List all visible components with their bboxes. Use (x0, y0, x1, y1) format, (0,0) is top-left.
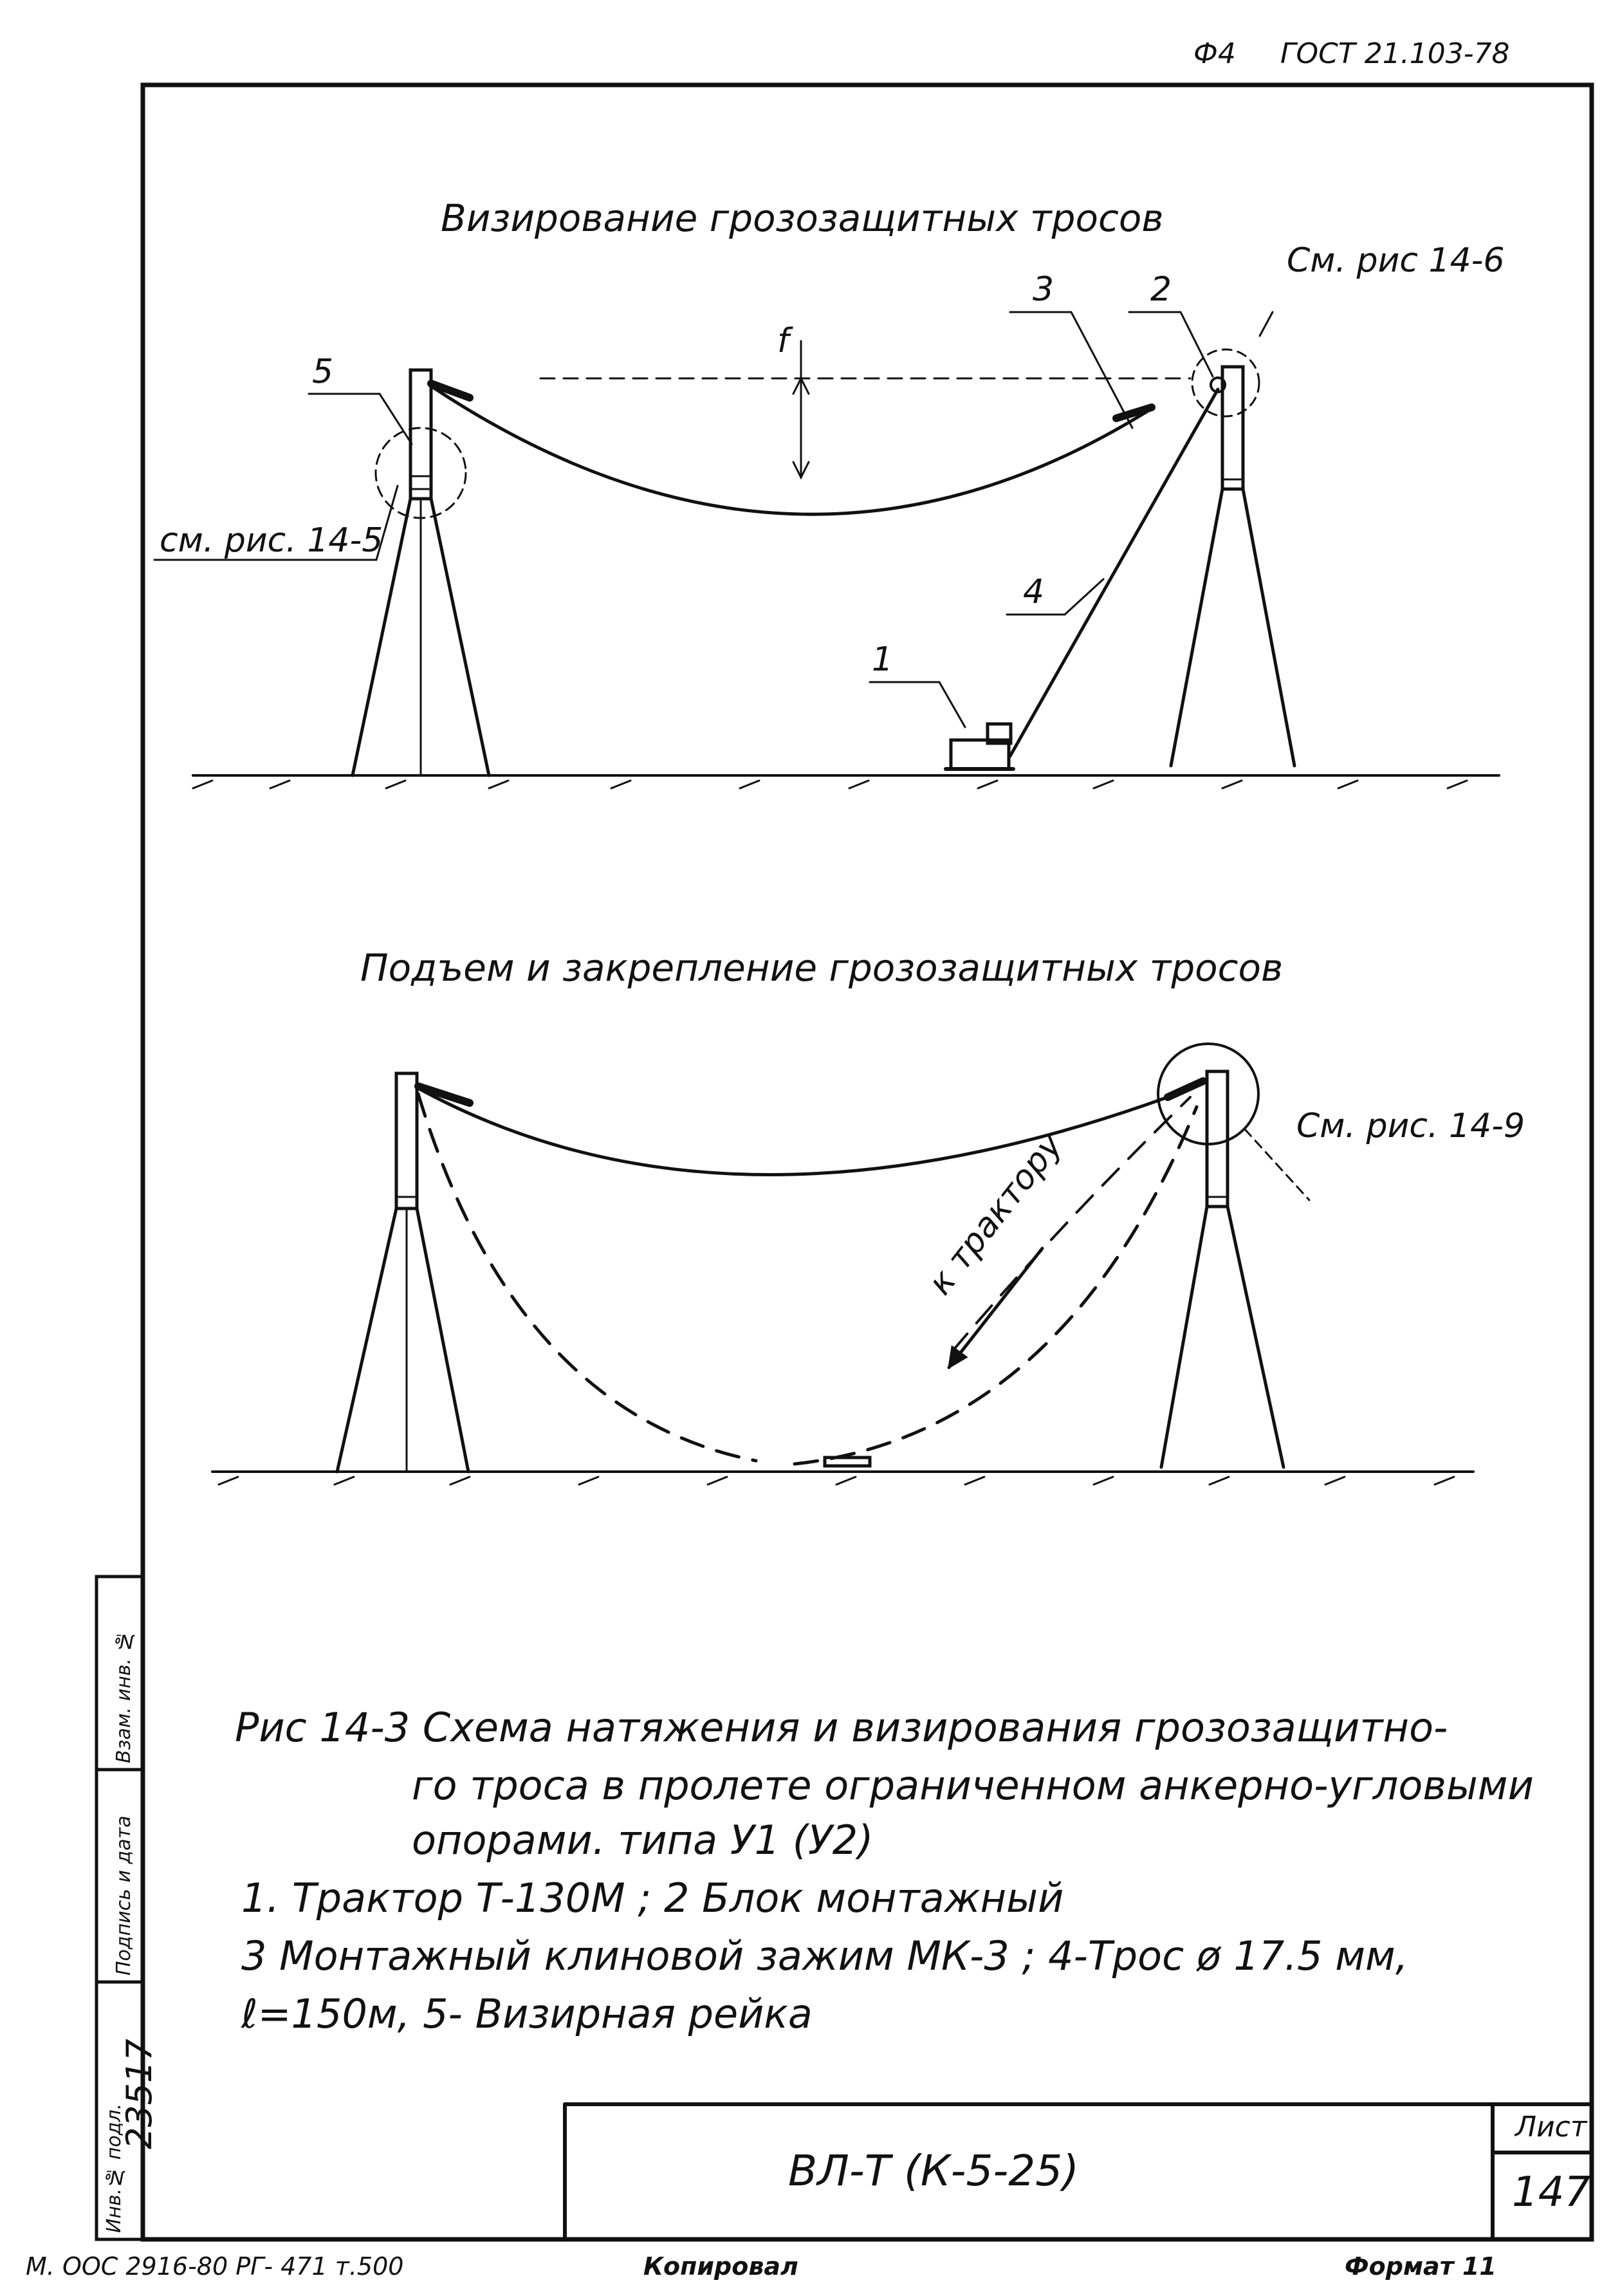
callout-leader-ref-14-6 (1260, 312, 1273, 336)
format-label: Формат 11 (1345, 2252, 1496, 2281)
diagram1-ref-top: См. рис 14-6 (1287, 241, 1505, 280)
clamp-right-2 (1168, 1081, 1203, 1097)
sheet-number: 147 (1512, 2169, 1591, 2216)
ground-hatch-2 (219, 1477, 1454, 1485)
stamp-inv-label: Инв.№ подл. (103, 2103, 125, 2233)
left-tower-2 (337, 1073, 468, 1472)
print-info: М. ООС 2916-80 РГ- 471 т.500 (26, 2252, 404, 2281)
legend-line-2: 3 Монтажный клиновой зажим МК-3 ; 4-Трос ø 17.5 мм, (241, 1932, 1408, 1979)
callout-leader-1 (870, 682, 965, 727)
callout-leader-2 (1129, 312, 1213, 376)
callout-number-4: 4 (1023, 573, 1045, 611)
document-designation: ВЛ-Т (К-5-25) (788, 2146, 1079, 2196)
callout-leader-5 (309, 394, 412, 444)
callout-leader-4 (1007, 579, 1103, 615)
caption-line-3: опорами. типа У1 (У2) (412, 1817, 874, 1864)
arrow-label-to-tractor: к трактору (921, 1125, 1071, 1302)
ground-block-2 (825, 1458, 870, 1466)
caption-line-2: го троса в пролете ограниченном анкерно-угловыми (412, 1762, 1534, 1809)
legend-line-3: ℓ=150м, 5- Визирная рейка (241, 1990, 813, 2037)
sheet-code: Ф4 (1193, 37, 1236, 70)
caption-line-1: Рис 14-3 Схема натяжения и визирования грозозащитно- (235, 1704, 1448, 1751)
callout-number-3: 3 (1033, 270, 1054, 309)
diagram2-ref-right: См. рис. 14-9 (1296, 1107, 1525, 1145)
diagram2-title: Подъем и закрепление грозозащитных тросов (360, 946, 1284, 990)
sag-label: f (777, 322, 789, 360)
right-tower-1 (1171, 367, 1294, 766)
dashed-wire-left (418, 1094, 756, 1461)
diagram1-ref-left: см. рис. 14-5 (160, 521, 383, 560)
ground-hatch-1 (193, 781, 1467, 788)
diagram1-title: Визирование грозозащитных тросов (441, 196, 1164, 240)
callout-number-5: 5 (312, 353, 334, 391)
callout-number-2: 2 (1150, 270, 1172, 309)
standard-code: ГОСТ 21.103-78 (1280, 37, 1510, 70)
callout-number-1: 1 (872, 640, 894, 679)
diagram2-drawing (212, 1044, 1473, 1485)
legend-line-1: 1. Трактор Т-130М ; 2 Блок монтажный (241, 1875, 1064, 1921)
stamp-replace-label: Взам. инв. № (113, 1629, 135, 1763)
tractor-1 (946, 724, 1013, 769)
copied-by: Копировал (643, 2252, 798, 2281)
sheet-label: Лист (1515, 2111, 1587, 2143)
callout-leader-3 (1010, 312, 1132, 428)
left-tower-1 (353, 370, 489, 775)
right-tower-2 (1161, 1071, 1284, 1467)
stamp-sign-label: Подпись и дата (113, 1815, 135, 1976)
stamp-inv-number: 23517 (119, 2039, 160, 2149)
ground-wire-2 (417, 1088, 1190, 1175)
dashed-wire-right (795, 1107, 1197, 1464)
ground-wire-1 (431, 386, 1152, 514)
